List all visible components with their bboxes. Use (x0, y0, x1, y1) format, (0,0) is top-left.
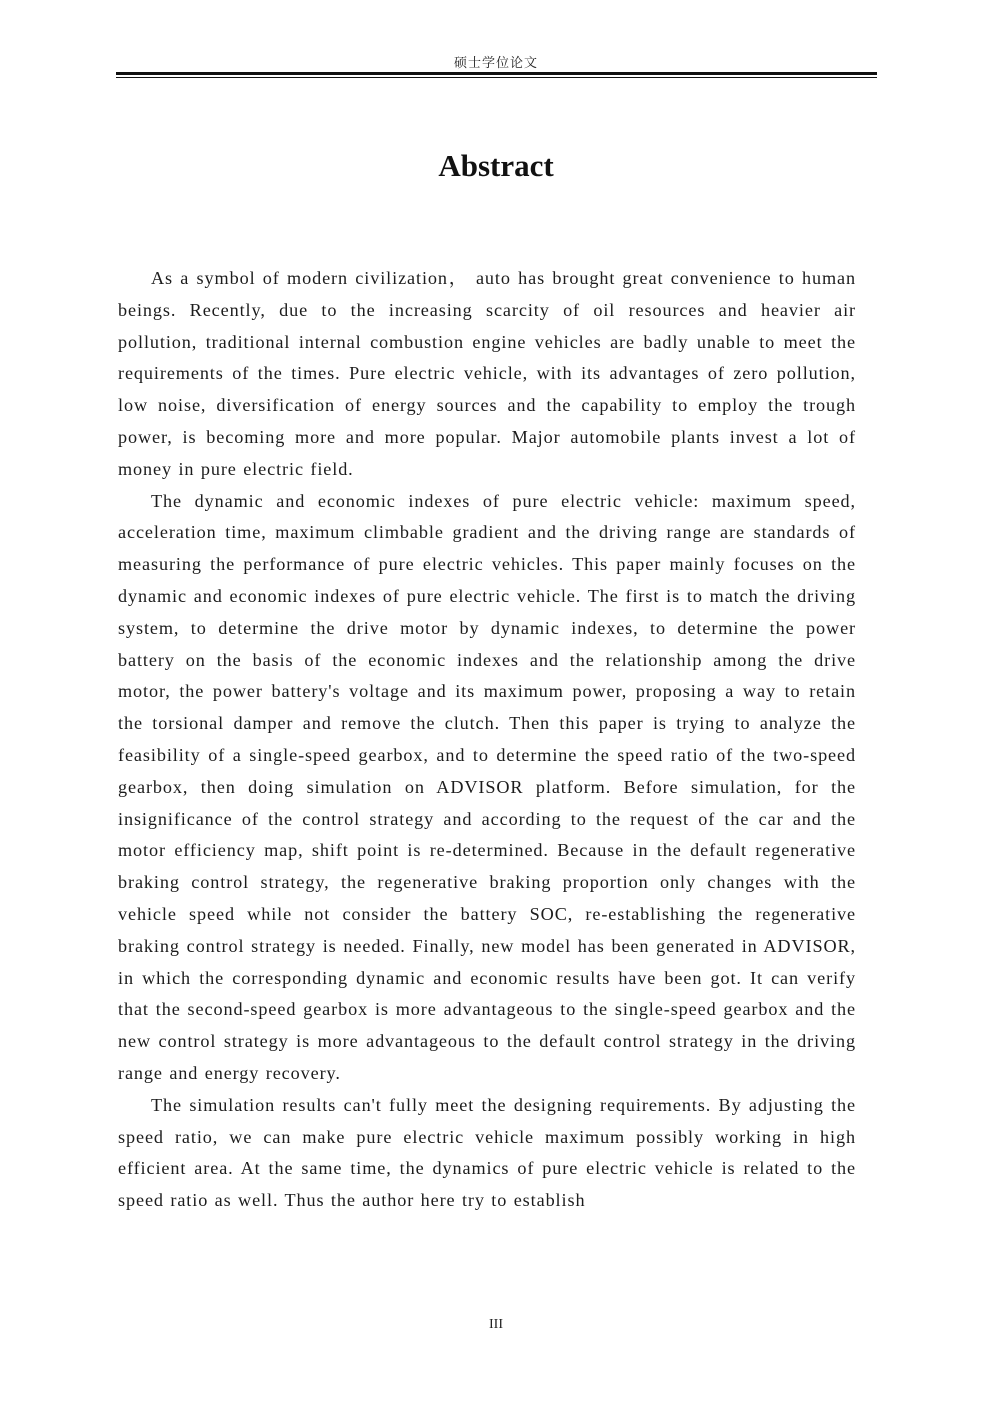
abstract-paragraph-1: As a symbol of modern civilization， auto has brought great convenience to human beings. Recently, due to the increasing scarcity of oil resources and heavier air pollution, traditional internal combustion engine vehicles are badly unable to meet the requirements of the times. Pure electric vehicle, with its advantages of zero pollution, low noise, diversification of energy sources and the capability to employ the trough power, is becoming more and more popular. Major automobile plants invest a lot of money in pure electric field. (118, 268, 856, 479)
abstract-body (118, 263, 856, 1217)
running-header-title: 硕士学位论文 (453, 56, 538, 71)
abstract-paragraph-2: The dynamic and economic indexes of pure electric vehicle: maximum speed, acceleration time, maximum climbable gradient and the driving range are standards of measuring the performance of pure electric vehicles. This paper mainly focuses on the dynamic and economic indexes of pure electric vehicle. The first is to match the driving system, to determine the drive motor by dynamic indexes, to determine the power battery on the basis of the economic indexes and the relationship among the drive motor, the power battery's voltage and its maximum power, proposing a way to retain the torsional damper and remove the clutch. Then this paper is trying to analyze the feasibility of a single-speed gearbox, and to determine the speed ratio of the two-speed gearbox, then doing simulation on ADVISOR platform. Before simulation, for the insignificance of the control strategy and according to the request of the car and the motor efficiency map, shift point is re-determined. Because in the default regenerative braking control strategy, the regenerative braking proportion only changes with the vehicle speed while not consider the battery SOC, re-establishing the regenerative braking control strategy is needed. Finally, new model has been generated in ADVISOR, in which the corresponding dynamic and economic results have been got. It can verify that the second-speed gearbox is more advantageous to the single-speed gearbox and the new control strategy is more advantageous to the default control strategy in the driving range and energy recovery. (118, 490, 856, 1083)
header-rule-thin (116, 77, 877, 78)
page-title: Abstract (438, 148, 554, 183)
abstract-paragraph-3: The simulation results can't fully meet the designing requirements. By adjusting the speed ratio, we can make pure electric vehicle maximum possibly working in high efficient area. At the same time, the dynamics of pure electric vehicle is related to the speed ratio as well. Thus the author here try to establish (118, 1094, 856, 1211)
header-rule-thick (116, 72, 877, 75)
page-number: III (489, 1317, 503, 1332)
